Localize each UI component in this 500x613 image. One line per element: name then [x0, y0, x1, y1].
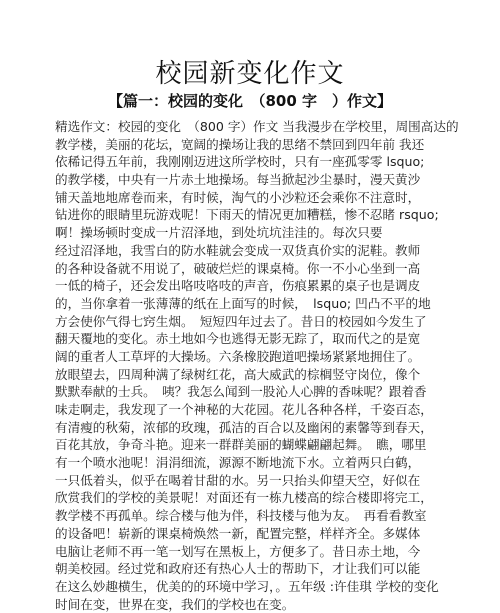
text-line: 啊！操场顿时变成一片沼泽地，到处坑坑洼洼的。每次只要: [55, 225, 383, 241]
text-line: 钻进你的眼睛里玩游戏呢！下雨天的情况更加糟糕，惨不忍睹 rsquo;: [55, 207, 439, 223]
text-line: 一低的椅子，还会发出咯吱咯吱的声音，伤痕累累的桌子也是调皮: [55, 278, 421, 294]
text-line: 铺天盖地地席卷而来，有时候，淘气的小沙粒还会乘你不注意时，: [55, 189, 421, 205]
text-line: 的设备吧！崭新的课桌椅焕然一新，配置完整，样样齐全。多媒体: [55, 525, 421, 541]
text-line: 方会使你气得七窍生烟。 短短四年过去了。昔日的校园如今发生了: [55, 313, 427, 329]
article-body: [55, 118, 475, 613]
section-heading: 【篇一：校园的变化 （800 字 ）作文】: [107, 92, 393, 110]
text-line: 精选作文：校园的变化 （800 字）作文 当我漫步在学校里，周围高达的: [55, 119, 459, 134]
text-line: 的，当你拿着一张薄薄的纸在上面写的时候， lsquo; 凹凸不平的地: [55, 295, 431, 311]
text-line: 教学楼不再孤单。综合楼与他为伴，科技楼与他为友。 再看看教室: [55, 508, 427, 524]
text-line: 朝美校园。经过党和政府还有热心人士的帮助下，才让我们可以能: [55, 561, 421, 577]
text-line: 在这么妙趣横生，优美的的环境中学习，。五年级 :许佳琪 学校的变化: [55, 578, 439, 594]
text-line: 默默奉献的士兵。 咦？我怎么闻到一股沁人心脾的香味呢？跟着香: [55, 384, 427, 400]
page-title: 校园新变化作文: [155, 59, 345, 89]
text-line: 一只低着头，似乎在喝着甘甜的水。另一只抬头仰望天空，好似在: [55, 472, 421, 488]
text-line: 的教学楼，中央有一片赤土地操场。每当掀起沙尘暴时，漫天黄沙: [55, 172, 421, 188]
text-line: 电脑让老师不再一笔一划写在黑板上，方便多了。昔日赤土地，今: [55, 543, 421, 559]
text-line: 时间在变，世界在变，我们的学校也在变。: [55, 596, 295, 612]
text-line: 有清瘦的秋菊，浓郁的玫瑰，孤洁的百合以及幽闲的素馨等到春天，: [55, 419, 433, 435]
text-line: 百花其放，争奇斗艳。迎来一群群美丽的蝴蝶翩翩起舞。 瞧，哪里: [55, 437, 427, 453]
text-line: 欣赏我们的学校的美景呢！对面还有一栋九楼高的综合楼即将完工，: [55, 490, 433, 506]
text-line: 放眼望去，四周种满了绿树红花，高大威武的棕榈竖守岗位，像个: [55, 366, 421, 382]
text-line: 依稀记得五年前，我刚刚迈进这所学校时，只有一座孤零零 lsquo;: [55, 154, 425, 170]
text-line: 的各种设备就不用说了，破破烂烂的课桌椅。你一不小心坐到一高: [55, 260, 421, 276]
text-line: 经过沼泽地，我雪白的防水鞋就会变成一双货真价实的泥鞋。教师: [55, 242, 421, 258]
text-line: 翻天覆地的变化。赤土地如今也逃得无影无踪了，取而代之的是宽: [55, 331, 421, 347]
text-line: 教学楼，美丽的花坛，宽阔的操场让我的思绪不禁回到四年前 我还: [55, 136, 425, 152]
text-line: 阔的重者人工草坪的大操场。六条橡胶跑道吧操场紧紧地拥住了。: [55, 348, 421, 364]
text-line: 味走啊走，我发现了一个神秘的大花园。花儿各种各样，千姿百态，: [55, 402, 433, 417]
text-line: 有一个喷水池呢！涓涓细流，源源不断地流下水。立着两只白鹤，: [55, 455, 421, 471]
